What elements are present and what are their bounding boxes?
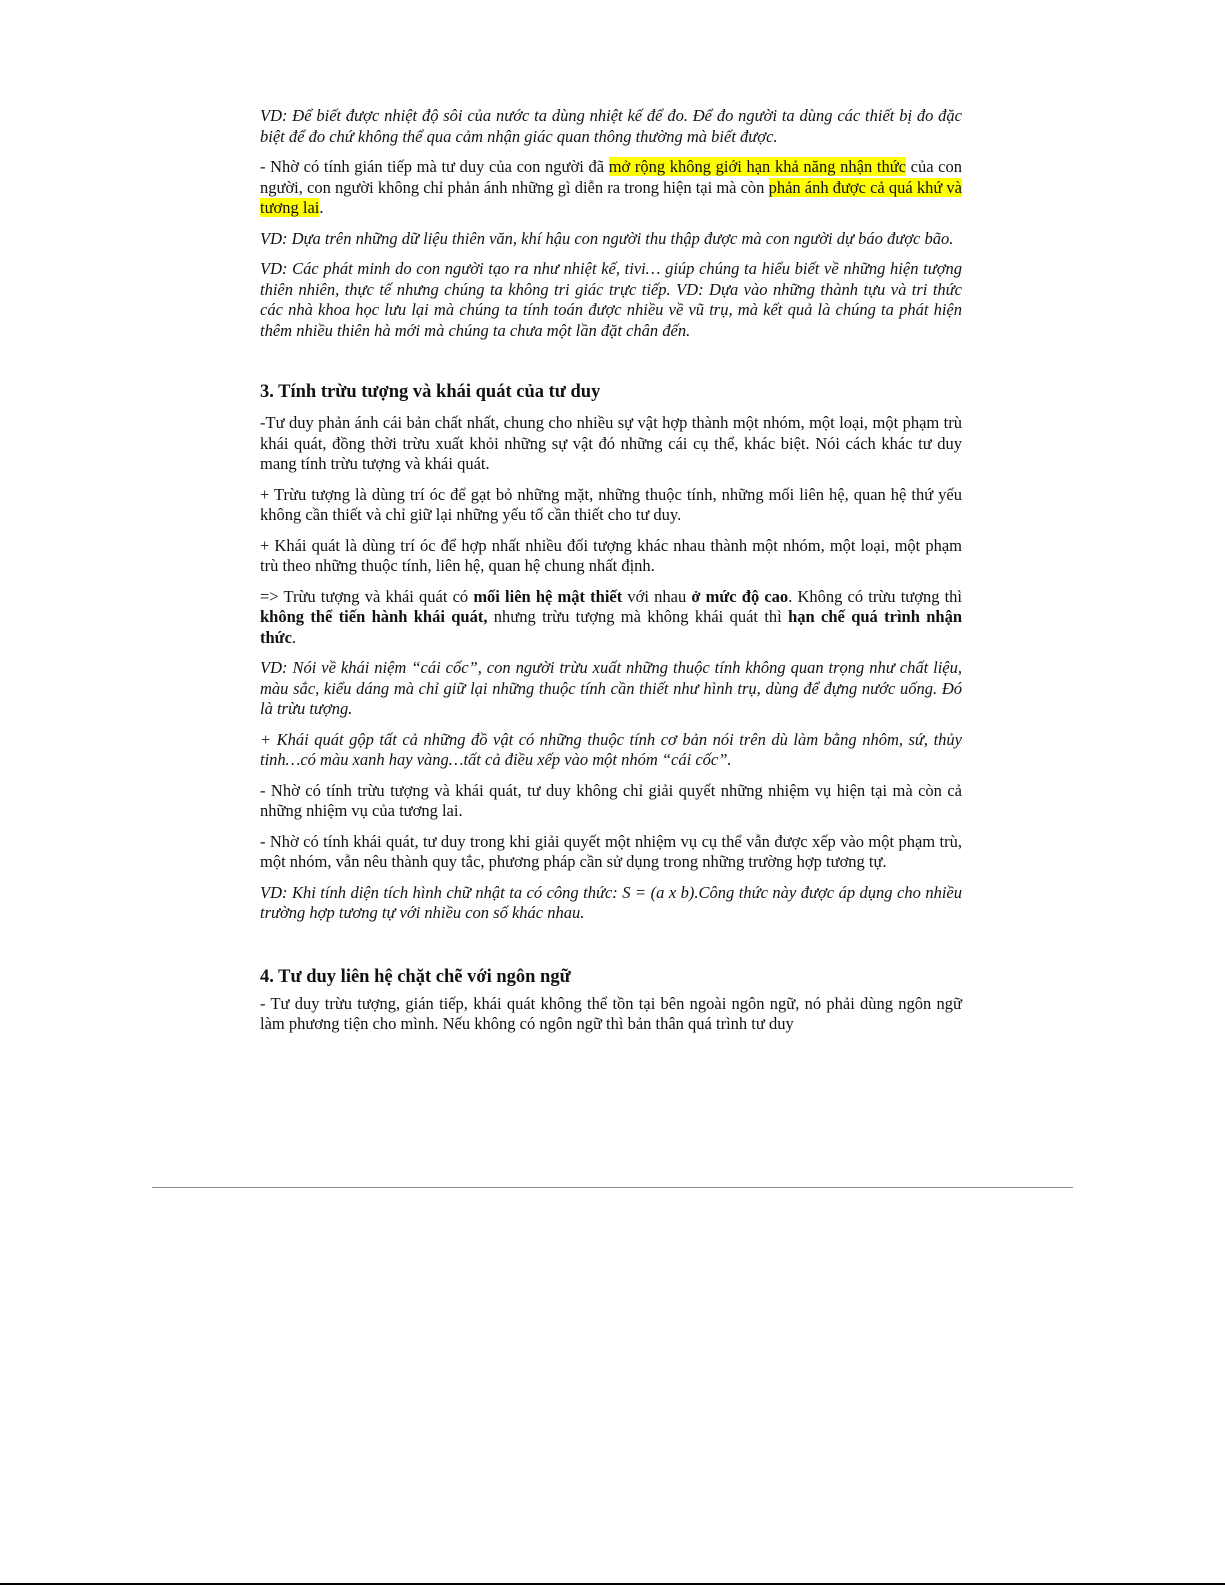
paragraph-present-future-tasks: - Nhờ có tính trừu tượng và khái quát, tư duy không chỉ giải quyết những nhiệm vụ hiện tại mà còn cả những nhiệm vụ của tương lai.	[260, 780, 962, 820]
paragraph-relationship	[260, 587, 962, 649]
highlighted-text: mở rộng không giới hạn khả năng nhận thức	[608, 157, 906, 176]
heading-spacer	[260, 403, 962, 413]
example-inventions: VD: Các phát minh do con người tạo ra như nhiệt kế, tivi… giúp chúng ta hiểu biết về những hiện tượng thiên nhiên, thực tế nhưng chúng ta không tri giác trực tiếp. VD: Dựa vào những thành tựu và tri thức các nhà khoa học lưu lại mà chúng ta tính toán được nhiều về vũ trụ, mà kết quả là chúng ta phát hiện thêm nhiều thiên hà mới mà chúng ta chưa một lần đặt chân đến.	[260, 259, 962, 340]
example-weather-forecast: VD: Dựa trên những dữ liệu thiên văn, khí hậu con người thu thập được mà con người dự báo được bão.	[260, 228, 954, 248]
text-run: nhưng trừu tượng mà không khái quát thì	[487, 607, 789, 626]
bold-text: không thể tiến hành khái quát,	[260, 607, 488, 626]
bold-text: hạn chế quá trình nhận thức	[260, 607, 962, 647]
example-cup-generalization: + Khái quát gộp tất cả những đồ vật có những thuộc tính cơ bản nói trên dù làm bằng nhôm, sứ, thủy tinh…có màu xanh hay vàng…tất cả điều xếp vào một nhóm “cái cốc”.	[260, 729, 962, 769]
paragraph-language-link: - Tư duy trừu tượng, gián tiếp, khái quát không thể tồn tại bên ngoài ngôn ngữ, nó phải dùng ngôn ngữ làm phương tiện cho mình. Nếu không có ngôn ngữ thì bản thân quá trình tư duy	[260, 993, 962, 1033]
bold-text: mối liên hệ mật thiết	[473, 586, 623, 606]
text-run: . Không có trừu tượng thì	[788, 586, 963, 606]
section-spacer	[260, 934, 962, 966]
example-area-formula: VD: Khi tính diện tích hình chữ nhật ta có công thức: S = (a x b).Công thức này được áp dụng cho nhiều trường hợp tương tự với nhiều con số khác nhau.	[260, 882, 962, 922]
text-run: => Trừu tượng và khái quát có	[260, 586, 474, 606]
highlighted-text: phản ánh được cả quá khứ và tương lai	[260, 177, 962, 217]
example-cup-abstraction: VD: Nói về khái niệm “cái cốc”, con người trừu xuất những thuộc tính không quan trọng như chất liệu, màu sắc, kiểu dáng mà chỉ giữ lại những thuộc tính cần thiết như hình trụ, dùng để đựng nước uống. Đó là trừu tượng.	[260, 658, 962, 718]
paragraph-indirect-benefit	[260, 157, 962, 219]
section-heading-4: 4. Tư duy liên hệ chặt chẽ với ngôn ngữ	[260, 966, 571, 987]
section-spacer	[260, 351, 962, 381]
text-run: với nhau	[622, 586, 692, 606]
text-run: .	[291, 627, 297, 647]
example-thermometer: VD: Để biết được nhiệt độ sôi của nước ta dùng nhiệt kế để đo. Để đo người ta dùng các thiết bị đo đặc biệt để đo chứ không thể qua cảm nhận giác quan thông thường mà biết được.	[260, 106, 962, 146]
text-run: - Nhờ có tính gián tiếp mà tư duy của con người đã	[260, 157, 609, 176]
document-body	[260, 106, 962, 1045]
paragraph-rules-methods: - Nhờ có tính khái quát, tư duy trong khi giải quyết một nhiệm vụ cụ thể vẫn được xếp vào một phạm trù, một nhóm, vẫn nêu thành quy tắc, phương pháp cần sử dụng trong những trường hợp tương tự.	[260, 831, 962, 871]
paragraph-abstraction-intro: -Tư duy phản ánh cái bản chất nhất, chung cho nhiều sự vật hợp thành một nhóm, một loại, một phạm trù khái quát, đồng thời trừu xuất khỏi những sự vật đó những cái cụ thể, khác biệt. Nói cách khác tư duy mang tính trừu tượng và khái quát.	[260, 413, 962, 473]
paragraph-generalization-definition: + Khái quát là dùng trí óc để hợp nhất nhiều đối tượng khác nhau thành một nhóm, một loại, một phạm trù theo những thuộc tính, liên hệ, quan hệ chung nhất định.	[260, 535, 962, 575]
paragraph-abstraction-definition: + Trừu tượng là dùng trí óc để gạt bỏ những mặt, những thuộc tính, những mối liên hệ, quan hệ thứ yếu không cần thiết và chỉ giữ lại những yếu tố cần thiết cho tư duy.	[260, 484, 962, 524]
bold-text: ở mức độ cao	[691, 586, 789, 606]
page-divider	[152, 1187, 1073, 1188]
text-run: .	[319, 198, 324, 217]
text-run: của con người, con người không chỉ phản ánh những gì diễn ra trong hiện tại mà còn	[260, 157, 962, 197]
section-heading-3: 3. Tính trừu tượng và khái quát của tư duy	[260, 382, 601, 402]
